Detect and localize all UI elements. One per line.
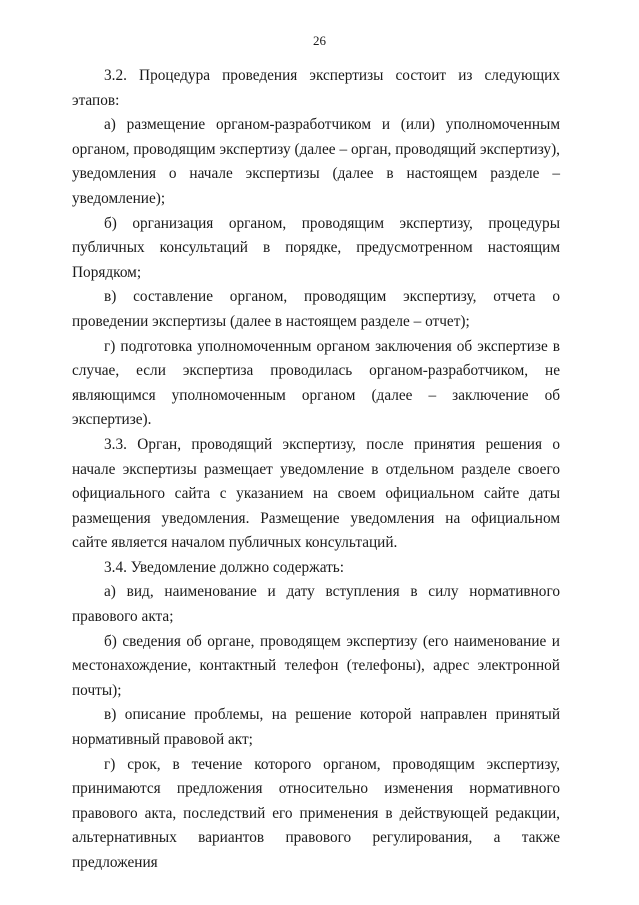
paragraph-3-2-b: б) организация органом, проводящим экспертизу, процедуры публичных консультаций в порядке, предусмотренном настоящим Порядком; bbox=[72, 214, 560, 281]
paragraph-3-4-g: г) срок, в течение которого органом, проводящим экспертизу, принимаются предложения относительно изменения нормативного правового акта, последствий его применения в действующей редакции, альтернативных вариантов правового регулирования, а также предложения bbox=[72, 755, 560, 871]
paragraph-3-2: 3.2. Процедура проведения экспертизы состоит из следующих этапов: bbox=[72, 67, 560, 109]
paragraph-3-4-b: б) сведения об органе, проводящем экспертизу (его наименование и местонахождение, контактный телефон (телефоны), адрес электронной почты); bbox=[72, 632, 560, 699]
paragraph-3-4-v: в) описание проблемы, на решение которой направлен принятый нормативный правовой акт; bbox=[72, 706, 560, 749]
document-body bbox=[72, 64, 560, 876]
paragraph-3-3: 3.3. Орган, проводящий экспертизу, после принятия решения о начале экспертизы размещает уведомление в отдельном разделе своего официального сайта с указанием на своем официальном сайте даты размещения уведомления. Размещение уведомления на официальном сайте является началом публичных консультаций. bbox=[72, 435, 560, 552]
paragraph-3-4-a: а) вид, наименование и дату вступления в силу нормативного правового акта; bbox=[72, 583, 560, 626]
paragraph-3-2-g: г) подготовка уполномоченным органом заключения об экспертизе в случае, если экспертиза проводилась органом-разработчиком, не являющимся уполномоченным органом (далее – заключение об экспертизе). bbox=[72, 337, 560, 429]
paragraph-3-4: 3.4. Уведомление должно содержать: bbox=[104, 558, 345, 576]
paragraph-3-2-a: а) размещение органом-разработчиком и (или) уполномоченным органом, проводящим экспертизу (далее – орган, проводящий экспертизу), уведомления о начале экспертизы (далее в настоящем разделе – уведомление); bbox=[72, 116, 560, 207]
paragraph-3-2-v: в) составление органом, проводящим экспертизу, отчета о проведении экспертизы (далее в настоящем разделе – отчет); bbox=[72, 288, 560, 330]
page-number: 26 bbox=[313, 33, 326, 48]
